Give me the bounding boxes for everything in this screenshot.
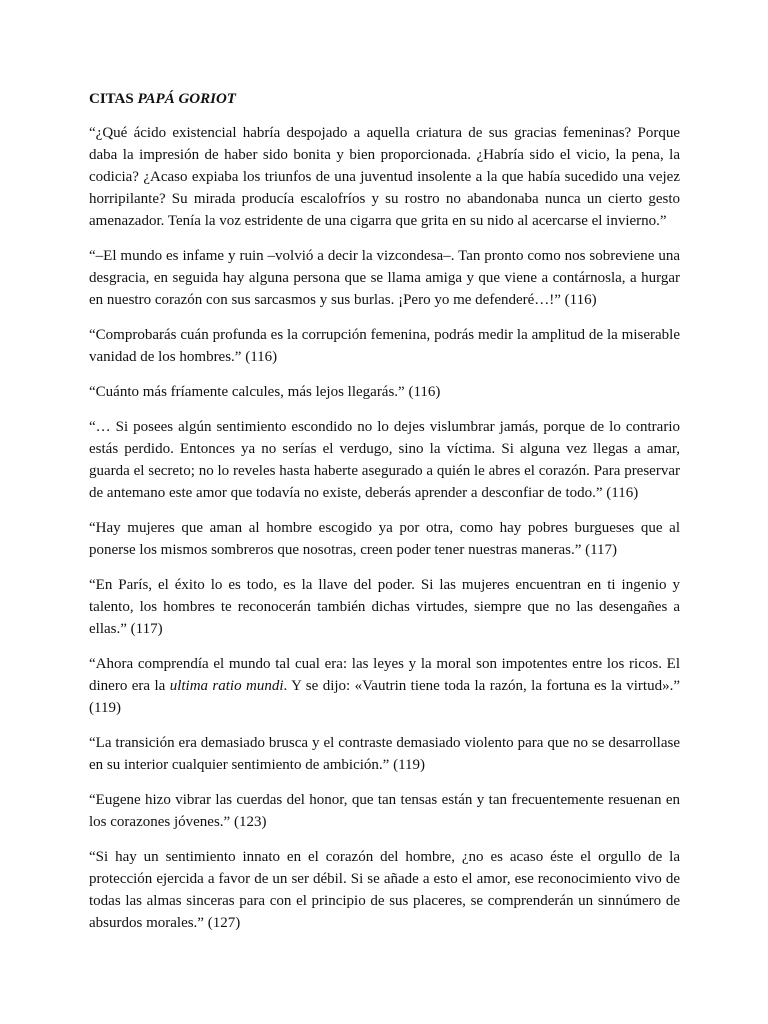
quote-paragraph: “… Si posees algún sentimiento escondido no lo dejes vislumbrar jamás, porque de lo contrario estás perdido. Entonces ya no serías el verdugo, sino la víctima. Si alguna vez llegas a amar, guarda el secreto; no lo reveles hasta haberte asegurado a quién le abres el corazón. Para preservar de antemano este amor que todavía no existe, deberás aprender a desconfiar de todo.” (116) xyxy=(89,419,680,501)
quote-text: “Ahora comprendía el mundo tal cual era: las leyes y la moral son impotentes entre los ricos. El dinero era la xyxy=(89,656,680,694)
quote-italic-phrase: ultima ratio mundi xyxy=(169,678,284,694)
quote-paragraph: “Comprobarás cuán profunda es la corrupción femenina, podrás medir la amplitud de la miserable vanidad de los hombres.” (116) xyxy=(89,327,680,365)
quote-paragraph: “La transición era demasiado brusca y el contraste demasiado violento para que no se desarrollase en su interior cualquier sentimiento de ambición.” (119) xyxy=(89,735,680,773)
quote-paragraph: “Hay mujeres que aman al hombre escogido ya por otra, como hay pobres burgueses que al ponerse los mismos sombreros que nosotras, creen poder tener nuestras maneras.” (117) xyxy=(89,520,680,558)
heading-title: PAPÁ GORIOT xyxy=(137,91,236,107)
quote-paragraph: “¿Qué ácido existencial habría despojado a aquella criatura de sus gracias femeninas? Porque daba la impresión de haber sido bonita y bien proporcionada. ¿Habría sido el vicio, la pena, la codicia? ¿Acaso expiaba los triunfos de una juventud insolente a la que había sucedido una vejez horripilante? Su mirada producía escalofríos y su rostro no abandonaba nunca un cierto gesto amenazador. Tenía la voz estridente de una cigarra que grita en su nido al acercarse el invierno.” xyxy=(89,125,680,229)
quote-text: . Y se dijo: «Vautrin tiene toda la razón, la fortuna es la virtud».” (119) xyxy=(89,678,680,716)
quote-paragraph: “Eugene hizo vibrar las cuerdas del honor, que tan tensas están y tan frecuentemente resuenan en los corazones jóvenes.” (123) xyxy=(89,792,680,830)
document-heading xyxy=(89,88,680,110)
quote-paragraph: “Cuánto más fríamente calcules, más lejos llegarás.” (116) xyxy=(89,384,441,400)
quote-paragraph: “Si hay un sentimiento innato en el corazón del hombre, ¿no es acaso éste el orgullo de la protección ejercida a favor de un ser débil. Si se añade a esto el amor, ese reconocimiento vivo de todas las almas sinceras para con el principio de sus placeres, se comprenderán un sinnúmero de absurdos morales.” (127) xyxy=(89,849,680,931)
quote-paragraph-italic xyxy=(89,653,680,719)
quote-paragraph: “En París, el éxito lo es todo, es la llave del poder. Si las mujeres encuentran en ti ingenio y talento, los hombres te reconocerán también dichas virtudes, siempre que no las desengañes a ellas.” (117) xyxy=(89,577,680,637)
quote-paragraph: “–El mundo es infame y ruin –volvió a decir la vizcondesa–. Tan pronto como nos sobreviene una desgracia, en seguida hay alguna persona que se llama amiga y que viene a contárnosla, a hurgar en nuestro corazón con sus sarcasmos y sus burlas. ¡Pero yo me defenderé…!” (116) xyxy=(89,248,680,308)
heading-prefix: CITAS xyxy=(89,91,138,107)
